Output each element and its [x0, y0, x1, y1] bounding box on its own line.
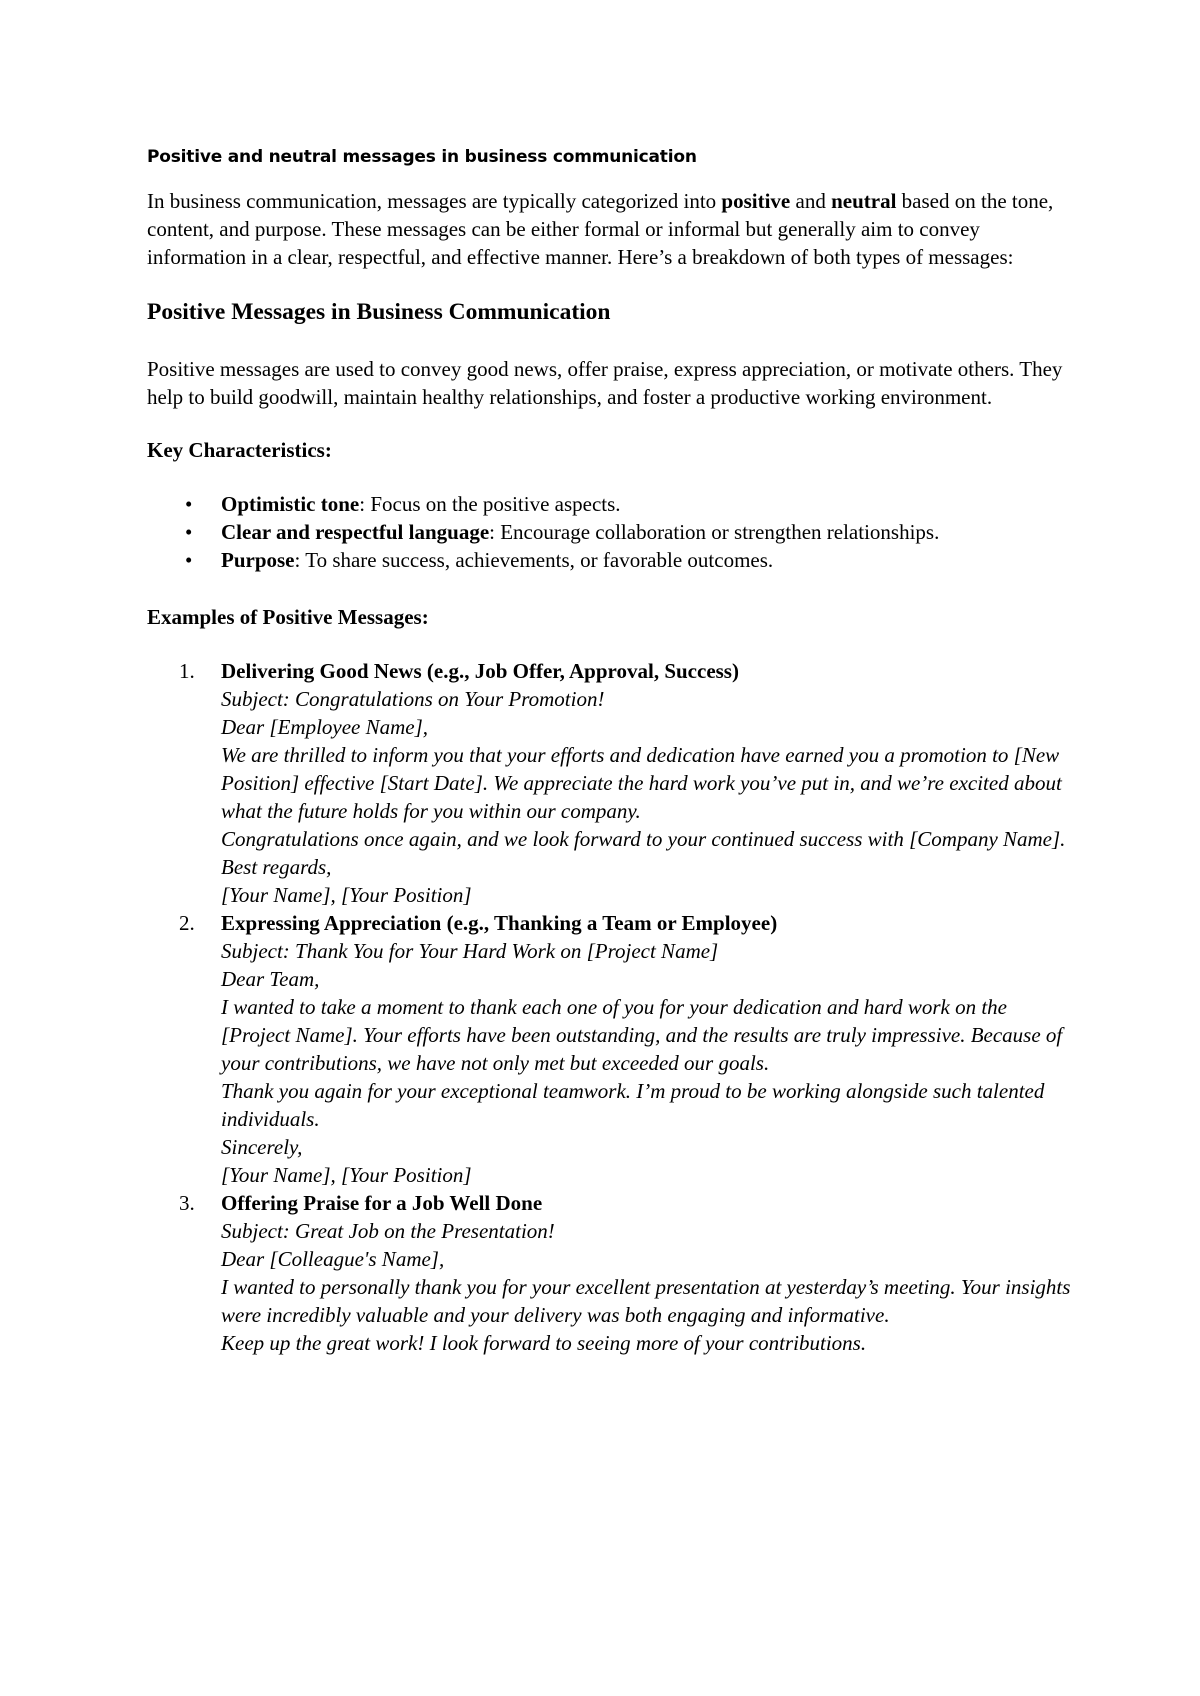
characteristic-term: Clear and respectful language [221, 520, 490, 544]
example-subject: Subject: Great Job on the Presentation! [221, 1219, 555, 1243]
section-heading: Positive Messages in Business Communication [147, 299, 611, 325]
example-salutation: Dear [Employee Name], [221, 715, 429, 739]
list-item [147, 909, 1077, 1189]
characteristic-term: Optimistic tone [221, 492, 360, 516]
item-number: 1. [179, 659, 195, 683]
characteristics-list [147, 490, 1077, 574]
intro-bold-neutral: neutral [831, 189, 897, 213]
intro-text-2: and [790, 189, 832, 213]
example-subject: Subject: Congratulations on Your Promotion! [221, 687, 605, 711]
examples-list [147, 657, 1077, 1357]
document-page [147, 146, 1077, 1357]
bullet-icon: • [185, 548, 193, 572]
bullet-icon: • [185, 520, 193, 544]
section-intro-paragraph: Positive messages are used to convey good news, offer praise, express appreciation, or motivate others. They help to build goodwill, maintain healthy relationships, and foster a productive working environment. [147, 357, 1063, 409]
list-item [147, 518, 1077, 546]
example-title: Expressing Appreciation (e.g., Thanking a Team or Employee) [221, 911, 778, 935]
examples-heading: Examples of Positive Messages: [147, 605, 429, 629]
characteristic-desc: : Focus on the positive aspects. [359, 492, 621, 516]
list-item [147, 546, 1077, 574]
example-signature: [Your Name], [Your Position] [221, 1163, 472, 1187]
list-item [147, 1189, 1077, 1357]
example-closing: Best regards, [221, 855, 332, 879]
intro-bold-positive: positive [721, 189, 791, 213]
key-characteristics-heading: Key Characteristics: [147, 438, 332, 462]
list-item [147, 657, 1077, 909]
example-signature: [Your Name], [Your Position] [221, 883, 472, 907]
item-number: 2. [179, 911, 195, 935]
example-title: Offering Praise for a Job Well Done [221, 1191, 543, 1215]
characteristic-desc: : Encourage collaboration or strengthen relationships. [489, 520, 940, 544]
intro-text-1: In business communication, messages are typically categorized into [147, 189, 722, 213]
example-body: Thank you again for your exceptional teamwork. I’m proud to be working alongside such talented individuals. [221, 1079, 1045, 1131]
item-number: 3. [179, 1191, 195, 1215]
example-title: Delivering Good News (e.g., Job Offer, Approval, Success) [221, 659, 739, 683]
document-title: Positive and neutral messages in business communication [147, 147, 697, 167]
example-body: I wanted to take a moment to thank each one of you for your dedication and hard work on the [Project Name]. Your efforts have been outstanding, and the results are truly impressive. Because of your contributions, we have not only met but exceeded our goals. [221, 995, 1063, 1075]
example-body: Congratulations once again, and we look forward to your continued success with [Company Name]. [221, 827, 1066, 851]
example-body: Keep up the great work! I look forward to seeing more of your contributions. [221, 1331, 867, 1355]
example-salutation: Dear Team, [221, 967, 320, 991]
characteristic-term: Purpose [221, 548, 295, 572]
example-body: I wanted to personally thank you for your excellent presentation at yesterday’s meeting. Your insights were incredibly valuable and your delivery was both engaging and informative. [221, 1275, 1071, 1327]
example-closing: Sincerely, [221, 1135, 303, 1159]
example-salutation: Dear [Colleague's Name], [221, 1247, 445, 1271]
example-subject: Subject: Thank You for Your Hard Work on [Project Name] [221, 939, 719, 963]
bullet-icon: • [185, 492, 193, 516]
intro-text-3: based on the tone, content, and purpose. These messages can be either formal or informal but generally aim to convey information in a clear, respectful, and effective manner. Here’s a breakdown of both types of messages: [147, 189, 1054, 269]
characteristic-desc: : To share success, achievements, or favorable outcomes. [294, 548, 774, 572]
example-body: We are thrilled to inform you that your efforts and dedication have earned you a promotion to [New Position] effective [Start Date]. We appreciate the hard work you’ve put in, and we’re excited about what the future holds for you within our company. [221, 743, 1062, 823]
intro-paragraph [147, 187, 1077, 271]
list-item [147, 490, 1077, 518]
